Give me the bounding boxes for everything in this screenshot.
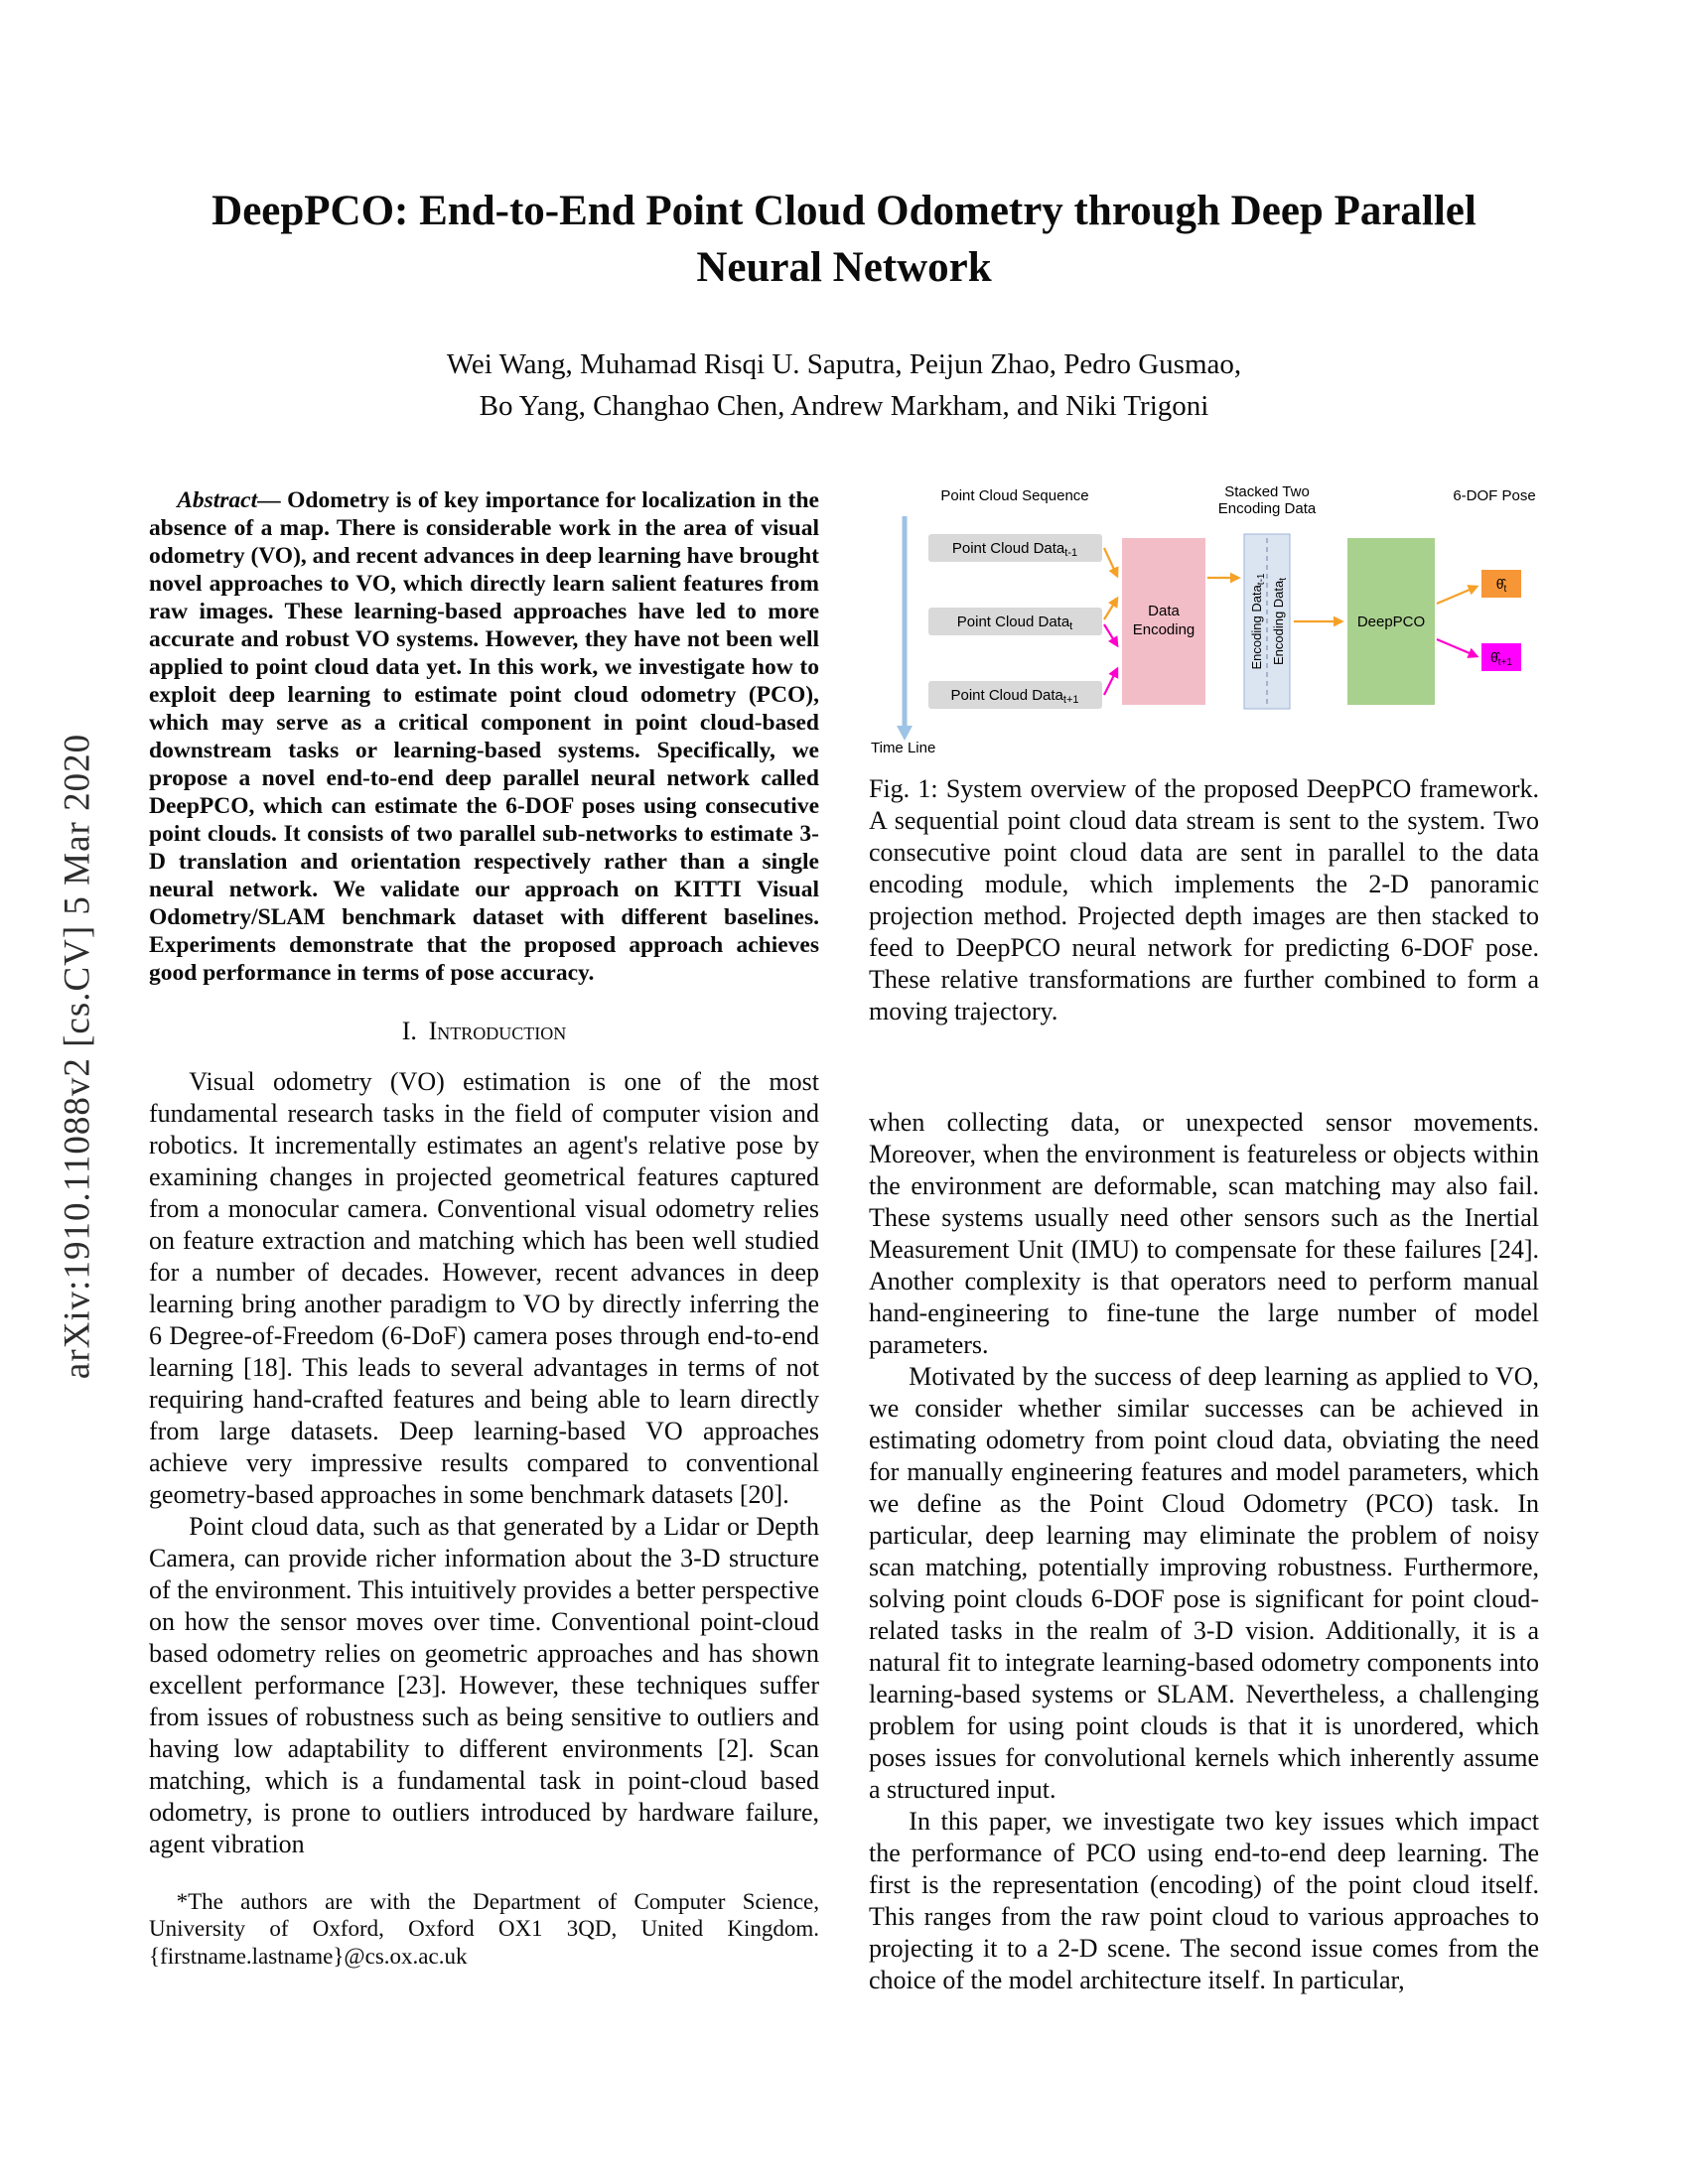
section-number: I.: [401, 1016, 417, 1045]
deeppco-label: DeepPCO: [1356, 613, 1426, 630]
data-encoding-label-line-1: Data: [1148, 602, 1180, 619]
right-column: [869, 486, 1539, 1996]
abstract-label: Abstract: [177, 486, 258, 513]
author-line-2: Bo Yang, Changhao Chen, Andrew Markham, and Niki Trigoni: [479, 389, 1209, 422]
paper-title-line-1: DeepPCO: End-to-End Point Cloud Odometry through Deep Parallel: [211, 188, 1477, 234]
point-cloud-box-t-1-label: Point Cloud Data$_{t-1}$: [951, 539, 1078, 559]
figure-caption: [869, 773, 1539, 1027]
label-point-cloud-sequence: Point Cloud Sequence: [940, 486, 1089, 504]
intro-paragraph-1: Visual odometry (VO) estimation is one of the most fundamental research tasks in the field of computer vision and robotics. It incrementally estimates an agent's relative pose by examining changes in projected geometrical features captured from a monocular camera. Conventional visual odometry relies on feature extraction and matching which has been well studied for a number of decades. However, recent advances in deep learning bring another paradigm to VO by directly inferring the 6 Degree-of-Freedom (6-DoF) camera poses through end-to-end learning [18]. This leads to several advantages in terms of not requiring hand-crafted features and being able to learn directly from large datasets. Deep learning-based VO approaches achieve very impressive results compared to conventional geometry-based approaches in some benchmark datasets [20].: [149, 1066, 819, 1509]
point-cloud-box-t-label: Point Cloud Data$_t$: [956, 613, 1073, 632]
arxiv-watermark-text: arXiv:1910.11088v2 [cs.CV] 5 Mar 2020: [57, 733, 98, 1380]
right-column-text: [869, 1107, 1539, 1996]
pose-box-t+1-label: $\thetâ_{t+1}$: [1490, 648, 1512, 668]
figure-1-diagram: [869, 486, 1539, 754]
body-paragraph-motivation: Motivated by the success of deep learning as applied to VO, we consider whether similar successes can be achieved in estimating odometry from point cloud data, obviating the need for manually engineering features and model parameters, which we define as the Point Cloud Odometry (PCO) task. In particular, deep learning may eliminate the problem of noisy scan matching, potentially improving robustness. Furthermore, solving point clouds 6-DOF pose is significant for point cloud-related tasks in the realm of 3-D vision. Additionally, it is a natural fit to integrate learning-based odometry components into learning-based systems or SLAM. Nevertheless, a challenging problem for using point clouds is that it is unordered, which poses issues for convolutional kernels which inherently assume a structured input.: [869, 1361, 1539, 1804]
label-6dof-pose: 6-DOF Pose: [1453, 486, 1536, 504]
body-paragraph-continued: when collecting data, or unexpected sensor movements. Moreover, when the environment is featureless or objects within the environment are deformable, scan matching may also fail. These systems usually need other sensors such as the Inertial Measurement Unit (IMU) to compensate for these failures [24]. Another complexity is that operators need to perform manual hand-engineering to fine-tune the large number of model parameters.: [869, 1107, 1539, 1359]
figure-1: [869, 486, 1539, 1027]
paper-title: [179, 184, 1509, 297]
author-list: [149, 343, 1539, 427]
stacked-label-encoding-data-t-1: Encoding Data$_{t-1}$: [1249, 573, 1267, 670]
label-stacked-two: Stacked Two: [1224, 485, 1310, 500]
intro-paragraph-2: Point cloud data, such as that generated by a Lidar or Depth Camera, can provide richer information about the 3-D structure of the environment. This intuitively provides a better perspective on how the sensor moves over time. Conventional point-cloud based odometry relies on geometric approaches and has shown excellent performance [23]. However, these techniques suffer from issues of robustness such as being sensitive to outliers and having low adaptability to different environments [2]. Scan matching, which is a fundamental task in point-cloud based odometry, is prone to outliers introduced by hardware failure, agent vibration: [149, 1511, 819, 1858]
point-cloud-box-t+1-label: Point Cloud Data$_{t+1}$: [950, 686, 1079, 706]
abstract-text: — Odometry is of key importance for localization in the absence of a map. There is considerable work in the area of visual odometry (VO), and recent advances in deep learning have brought novel approaches to VO, which directly learn salient features from raw images. These learning-based approaches have led to more accurate and robust VO systems. However, they have not been well applied to point cloud data yet. In this work, we investigate how to exploit deep learning to estimate point cloud odometry (PCO), which may serve as a critical component in point cloud-based downstream tasks or learning-based systems. Specifically, we propose a novel end-to-end deep parallel neural network called DeepPCO, which can estimate the 6-DOF poses using consecutive point clouds. It consists of two parallel sub-networks to estimate 3-D translation and orientation respectively rather than a single neural network. We validate our approach on KITTI Visual Odometry/SLAM benchmark dataset with different baselines. Experiments demonstrate that the proposed approach achieves good performance in terms of pose accuracy.: [149, 486, 819, 986]
data-encoding-label-line-2: Encoding: [1132, 620, 1196, 638]
figure-caption-text: System overview of the proposed DeepPCO framework. A sequential point cloud data stream is sent to the system. Two consecutive point cloud data are sent in parallel to the data encoding module, which implements the 2-D panoramic projection method. Projected depth images are then stacked to feed to DeepPCO neural network for predicting 6-DOF pose. These relative transformations are further combined to form a moving trajectory.: [869, 773, 1540, 1025]
abstract: [149, 486, 819, 987]
arrow-deeppco-to-pose-t: [1437, 587, 1477, 604]
label-time-line: Time Line: [871, 739, 936, 754]
author-affiliation-footnote: *The authors are with the Department of Computer Science, University of Oxford, Oxford OX1 3QD, United Kingdom. {firstname.lastname}@cs.ox.ac.uk: [149, 1888, 819, 1969]
arrow-t-to-encoding-magenta: [1104, 624, 1117, 645]
left-column: [149, 486, 819, 1996]
body-paragraph-contributions: In this paper, we investigate two key issues which impact the performance of PCO using end-to-end deep learning. The first is the representation (encoding) of the point cloud itself. This ranges from the raw point cloud to various approaches to projecting it to a 2-D scene. The second issue comes from the choice of the model architecture itself. In particular,: [869, 1806, 1539, 1994]
arrow-deeppco-to-pose-t+1: [1437, 639, 1477, 656]
timeline-arrowhead: [897, 726, 913, 741]
label-encoding-data: Encoding Data: [1217, 499, 1317, 517]
arrow-t+1-to-encoding: [1104, 669, 1117, 695]
arrow-t-1-to-encoding: [1104, 548, 1117, 576]
arxiv-watermark: [57, 734, 99, 1379]
pose-box-t-label: $\thetâ_t$: [1495, 575, 1507, 595]
arrow-t-to-encoding-orange: [1104, 599, 1117, 619]
author-line-1: Wei Wang, Muhamad Risqi U. Saputra, Peijun Zhao, Pedro Gusmao,: [446, 347, 1242, 380]
section-heading-introduction: [149, 1017, 819, 1046]
stacked-label-encoding-data-t: Encoding Data$_t$: [1271, 577, 1289, 665]
paper-title-line-2: Neural Network: [696, 243, 992, 291]
section-title: Introduction: [428, 1016, 567, 1045]
figure-caption-label: Fig. 1:: [869, 773, 938, 803]
two-column-body: [149, 486, 1539, 1996]
